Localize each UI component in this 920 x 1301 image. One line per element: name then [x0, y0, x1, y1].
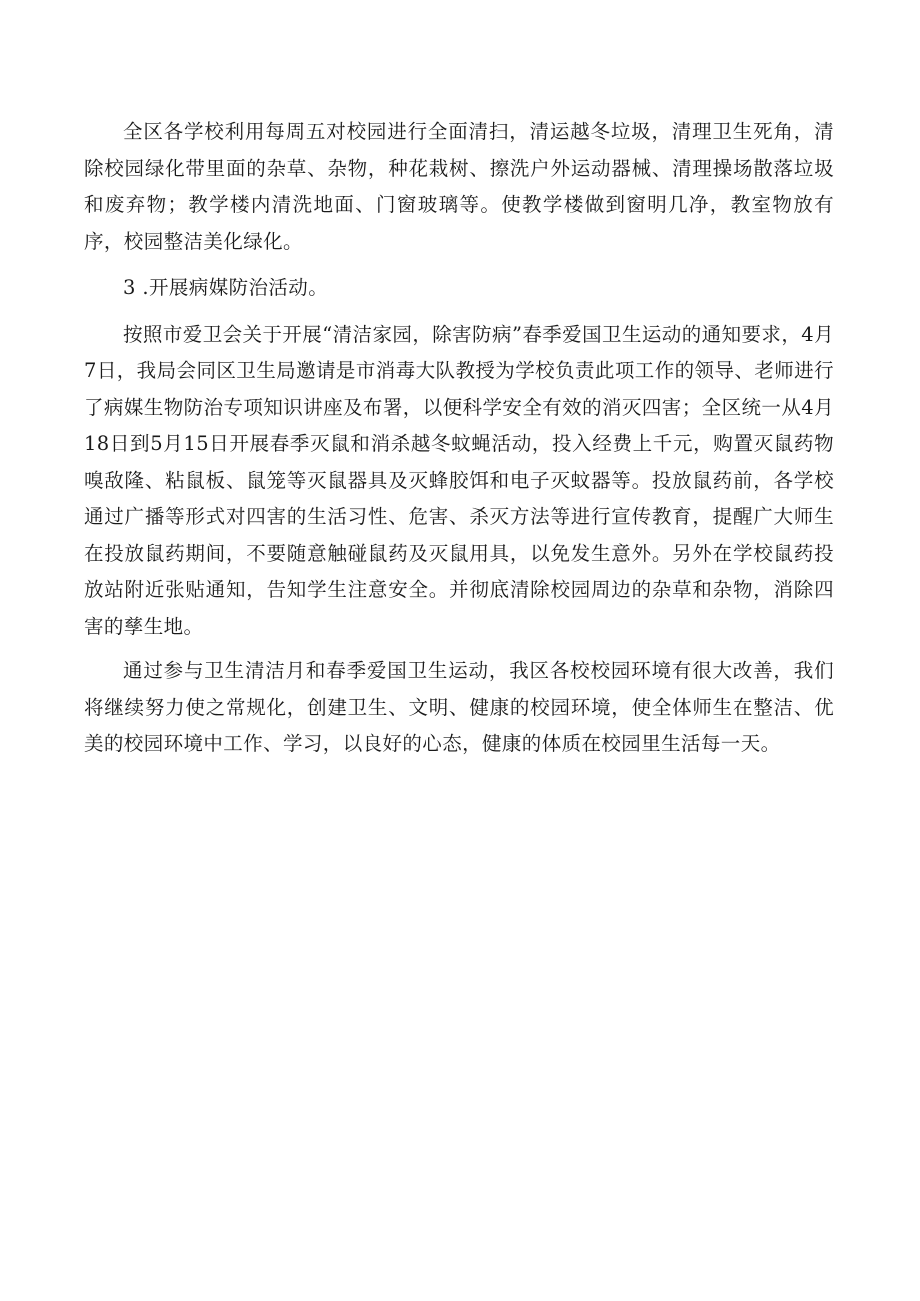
paragraph-pest-control: 按照市爱卫会关于开展“清洁家园，除害防病”春季爱国卫生运动的通知要求，4月7日，我局会同区卫生局邀请是市消毒大队教授为学校负责此项工作的领导、老师进行了病媒生物防治专项知识讲座及布署，以便科学安全有效的消灭四害；全区统一从4月18日到5月15日开展春季灭鼠和消杀越冬蚊蝇活动，投入经费上千元，购置灭鼠药物嗅敌隆、粘鼠板、鼠笼等灭鼠器具及灭蜂胶饵和电子灭蚊器等。投放鼠药前，各学校通过广播等形式对四害的生活习性、危害、杀灭方法等进行宣传教育，提醒广大师生在投放鼠药期间，不要随意触碰鼠药及灭鼠用具，以免发生意外。另外在学校鼠药投放站附近张贴通知，告知学生注意安全。并彻底清除校园周边的杂草和杂物，消除四害的孳生地。 [84, 322, 834, 638]
document-body [84, 114, 834, 763]
paragraph-conclusion: 通过参与卫生清洁月和春季爱国卫生运动，我区各校校园环境有很大改善，我们将继续努力使之常规化，创建卫生、文明、健康的校园环境，使全体师生在整洁、优美的校园环境中工作、学习，以良好的心态，健康的体质在校园里生活每一天。 [84, 659, 834, 755]
paragraph-section-heading: 3 .开展病媒防治活动。 [123, 276, 329, 299]
paragraph-campus-cleaning: 全区各学校利用每周五对校园进行全面清扫，清运越冬垃圾，清理卫生死角，清除校园绿化带里面的杂草、杂物，种花栽树、擦洗户外运动器械、清理操场散落垃圾和废弃物；教学楼内清洗地面、门窗玻璃等。使教学楼做到窗明几净，教室物放有序，校园整洁美化绿化。 [84, 120, 834, 253]
